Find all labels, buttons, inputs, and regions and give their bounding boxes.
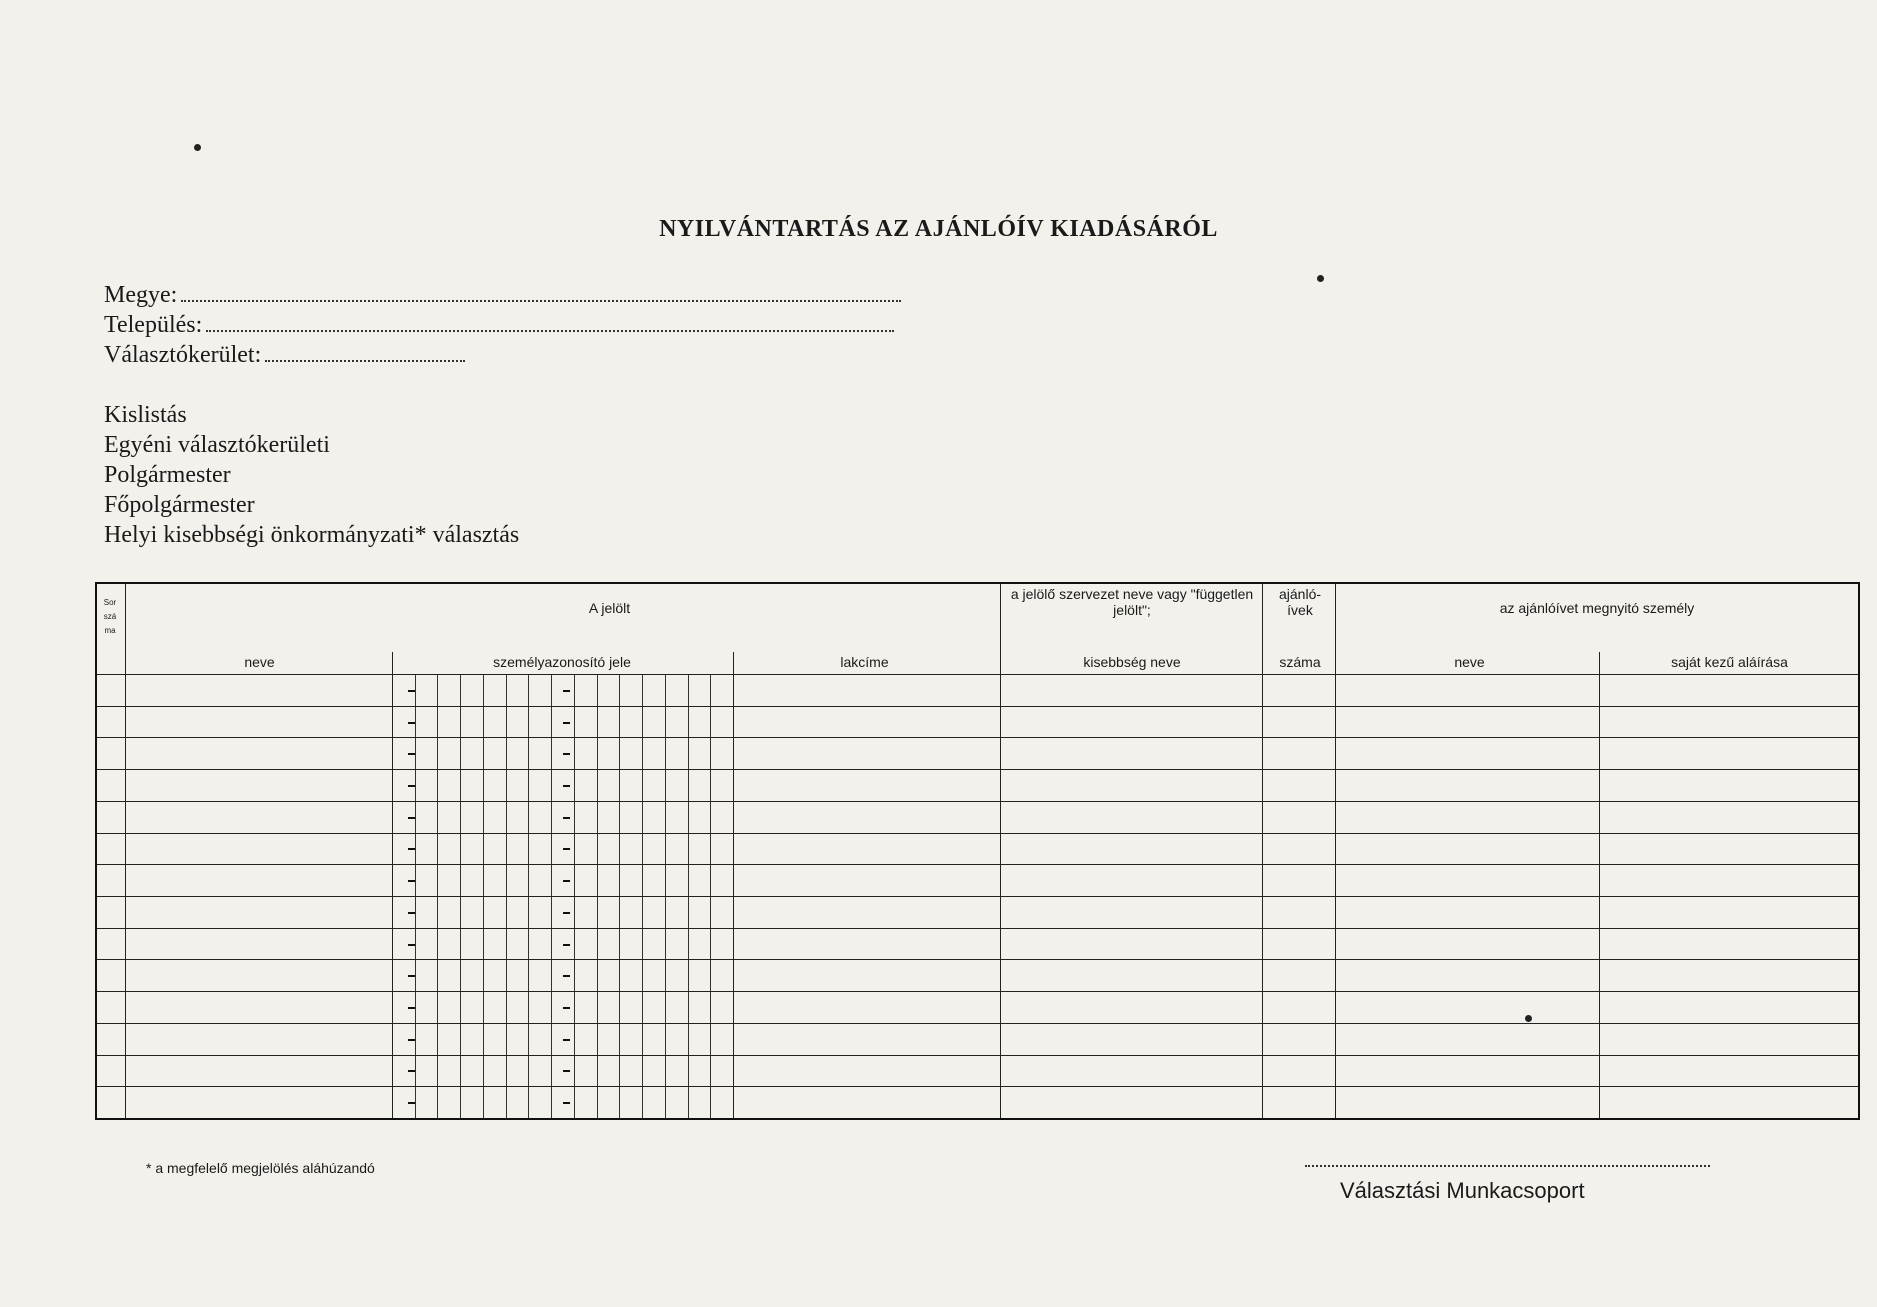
opener-group-header: az ajánlóívet megnyitó személy [1499,600,1695,616]
id-separator-dash [563,1102,570,1104]
id-separator-dash [563,722,570,724]
opener-name-header: neve [1454,654,1485,670]
table-row-divider [97,1086,1858,1087]
district-label: Választókerület: [104,342,262,368]
serial-header-line3: ma [104,626,116,635]
sheets-header: ajánló- ívek [1278,586,1322,618]
org-column-divider [1000,584,1001,1118]
table-row-divider [97,896,1858,897]
opener-name-signature-divider [1599,652,1600,1118]
serial-header-line2: szá [103,612,117,621]
table-row-divider [97,1023,1858,1024]
id-separator-dash [408,1102,415,1104]
table-row-divider [97,833,1858,834]
candidate-name-header: neve [244,654,275,670]
district-field [104,342,465,369]
id-separator-dash [563,785,570,787]
candidate-id-header: személyazonosító jele [493,654,631,670]
candidate-group-header: A jelölt [588,600,631,616]
id-separator-dash [563,753,570,755]
candidate-address-header: lakcíme [840,654,889,670]
paper-speck [1525,1015,1532,1022]
table-row-divider [97,1055,1858,1056]
opener-column-divider [1335,584,1336,1118]
table-row-divider [97,801,1858,802]
page-title: NYILVÁNTARTÁS AZ AJÁNLÓÍV KIADÁSÁRÓL [659,216,1218,242]
settlement-field [104,312,894,339]
settlement-blank[interactable] [206,312,894,332]
id-separator-dash [408,753,415,755]
id-separator-dash [563,1007,570,1009]
id-address-divider [733,652,734,1118]
paper-speck [1317,275,1324,282]
election-type-minority-government: Helyi kisebbségi önkormányzati* választás [104,522,520,548]
table-row-divider [97,959,1858,960]
serial-header-line1: Sor [103,598,117,607]
serial-header [99,596,121,638]
id-separator-dash [563,1070,570,1072]
id-separator-dash [408,848,415,850]
header-bottom-line [97,674,1858,675]
election-type-small-list: Kislistás [104,402,187,428]
county-field [104,282,901,309]
id-separator-dash [408,880,415,882]
serial-column-divider [125,584,126,1118]
id-separator-dash [408,944,415,946]
org-header: a jelölő szervezet neve vagy "független jelölt"; [1010,586,1254,618]
id-separator-dash [563,817,570,819]
table-row-divider [97,737,1858,738]
id-separator-dash [408,975,415,977]
registry-table [95,582,1860,1120]
id-separator-dash [408,1070,415,1072]
election-type-lord-mayor: Főpolgármester [104,492,255,518]
paper-speck [194,144,201,151]
id-separator-dash [408,817,415,819]
signature-line[interactable] [1305,1165,1710,1167]
id-separator-dash [563,975,570,977]
id-separator-dash [563,912,570,914]
election-type-individual-district: Egyéni választókerületi [104,432,330,458]
name-id-divider [392,652,393,1118]
election-type-mayor: Polgármester [104,462,231,488]
id-separator-dash [563,880,570,882]
id-separator-dash [408,722,415,724]
id-separator-dash [563,690,570,692]
settlement-label: Település: [104,312,203,338]
county-blank[interactable] [181,282,901,302]
footnote: * a megfelelő megjelölés aláhúzandó [146,1160,375,1176]
id-separator-dash [408,912,415,914]
table-row-divider [97,864,1858,865]
id-separator-dash [408,1007,415,1009]
id-separator-dash [563,944,570,946]
district-blank[interactable] [265,342,465,362]
id-separator-dash [408,1039,415,1041]
signature-label: Választási Munkacsoport [1340,1178,1585,1203]
org-sub-header: kisebbség neve [1083,654,1181,670]
table-row-divider [97,928,1858,929]
id-separator-dash [408,785,415,787]
table-row-divider [97,706,1858,707]
id-separator-dash [563,848,570,850]
opener-signature-header: saját kezű aláírása [1671,654,1788,670]
sheets-sub-header: száma [1279,654,1321,670]
id-separator-dash [563,1039,570,1041]
table-row-divider [97,991,1858,992]
id-separator-dash [408,690,415,692]
table-row-divider [97,769,1858,770]
sheets-column-divider [1262,584,1263,1118]
county-label: Megye: [104,282,178,308]
